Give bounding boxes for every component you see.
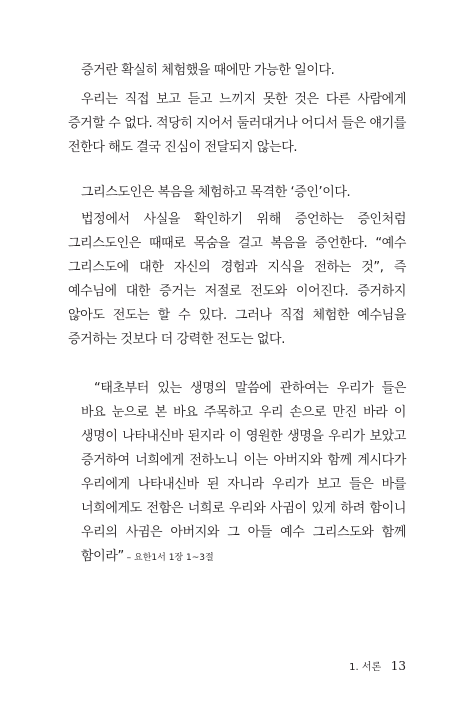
paragraph-1: 증거란 확실히 체험했을 때에만 가능한 일이다. xyxy=(81,63,335,78)
page-number: 13 xyxy=(390,659,406,673)
quote-paragraph xyxy=(68,377,406,570)
paragraph-2: 우리는 직접 보고 듣고 느끼지 못한 것은 다른 사람에게 증거할 수 없다. 적당히 지어서 둘러대거나 어디서 들은 얘기를 전한다 해도 결국 진심이 전달되지 않는다. xyxy=(68,92,406,155)
paragraph-3: 그리스도인은 복음을 체험하고 목격한 ‘증인’이다. xyxy=(81,185,351,200)
page-footer xyxy=(349,658,406,673)
quote-text: “태초부터 있는 생명의 말씀에 관하여는 우리가 들은 바요 눈으로 본 바요 주목하고 우리 손으로 만진 바라 이 생명이 나타내신바 된지라 이 영원한 생명을 우리가 보았고 증거하여 너희에게 전하노니 이는 아버지와 함께 계시다가 우리에게 나타내신바 된 자니라 우리가 보고 들은 바를 너희에게도 전함은 너희로 우리와 사귐이 있게 하려 함이니 우리의 사귐은 아버지와 그 아들 예수 그리스도와 함께 함이라” xyxy=(81,381,406,564)
chapter-label: 1. 서론 xyxy=(349,662,382,673)
section-christian-witness xyxy=(68,181,406,352)
paragraph-4: 법정에서 사실을 확인하기 위해 증언하는 증인처럼 그리스도인은 때때로 목숨을 걸고 복음을 증언한다. “예수 그리스도에 대한 자신의 경험과 지식을 전하는 것”, 즉 예수님에 대한 증거는 저절로 전도와 이어진다. 증거하지 않아도 전도는 할 수 있다. 그러나 직접 체험한 예수님을 증거하는 것보다 더 강력한 전도는 없다. xyxy=(68,212,406,347)
section-testimony-definition xyxy=(68,59,406,160)
quote-citation: – 요한1서 1장 1~3절 xyxy=(123,553,214,563)
scripture-quote xyxy=(68,377,406,570)
